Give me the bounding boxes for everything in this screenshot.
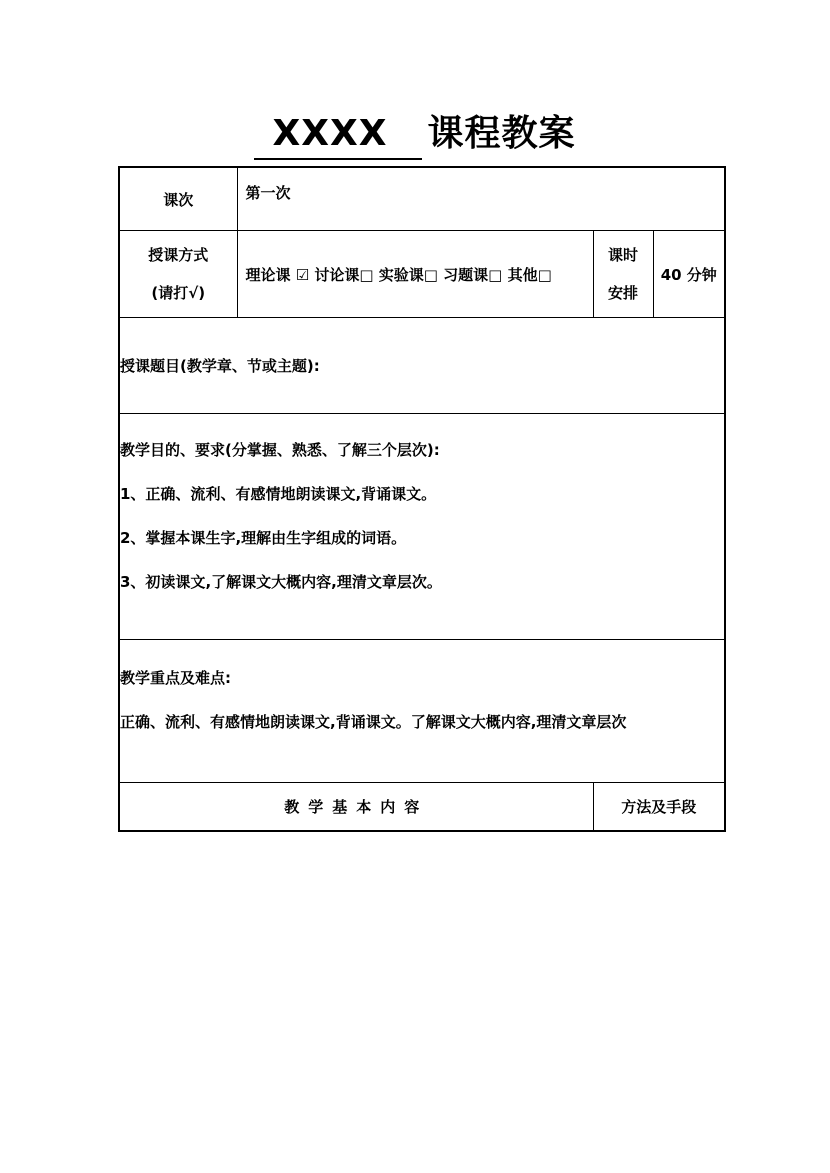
basic-content-header: 教学基本内容 xyxy=(119,783,593,832)
teaching-mode-label xyxy=(119,231,237,318)
class-hours-label-line2: 安排 xyxy=(607,284,638,302)
topic-row xyxy=(119,318,725,414)
goal-item: 1、正确、流利、有感情地朗读课文,背诵课文。 xyxy=(120,484,437,503)
key-points-row xyxy=(119,640,725,783)
page-title xyxy=(0,110,830,160)
key-points-label: 教学重点及难点: xyxy=(120,669,231,687)
goals-section xyxy=(119,414,725,640)
lesson-label: 课次 xyxy=(119,167,237,231)
lesson-value: 第一次 xyxy=(237,167,725,231)
class-hours-label xyxy=(593,231,653,318)
teaching-mode-row xyxy=(119,231,725,318)
goals-label: 教学目的、要求(分掌握、熟悉、了解三个层次): xyxy=(120,440,440,459)
teaching-mode-label-line2: (请打√) xyxy=(151,284,206,302)
topic-label: 授课题目(教学章、节或主题): xyxy=(119,318,725,414)
goal-item: 3、初读课文,了解课文大概内容,理清文章层次。 xyxy=(120,572,442,591)
lesson-plan-table xyxy=(118,166,726,832)
title-text: 课程教案 xyxy=(427,113,576,154)
title-blank: XXXX xyxy=(254,110,421,160)
key-points-text: 正确、流利、有感情地朗读课文,背诵课文。了解课文大概内容,理清文章层次 xyxy=(120,713,627,731)
method-header: 方法及手段 xyxy=(593,783,725,832)
class-hours-label-line1: 课时 xyxy=(607,246,638,264)
content-header-row xyxy=(119,783,725,832)
goal-item: 2、掌握本课生字,理解由生字组成的词语。 xyxy=(120,528,407,547)
goals-row xyxy=(119,414,725,640)
key-points-section xyxy=(119,640,725,783)
teaching-mode-options: 理论课 ☑ 讨论课□ 实验课□ 习题课□ 其他□ xyxy=(237,231,593,318)
teaching-mode-label-line1: 授课方式 xyxy=(148,246,209,264)
class-hours-value: 40 分钟 xyxy=(653,231,725,318)
lesson-row xyxy=(119,167,725,231)
